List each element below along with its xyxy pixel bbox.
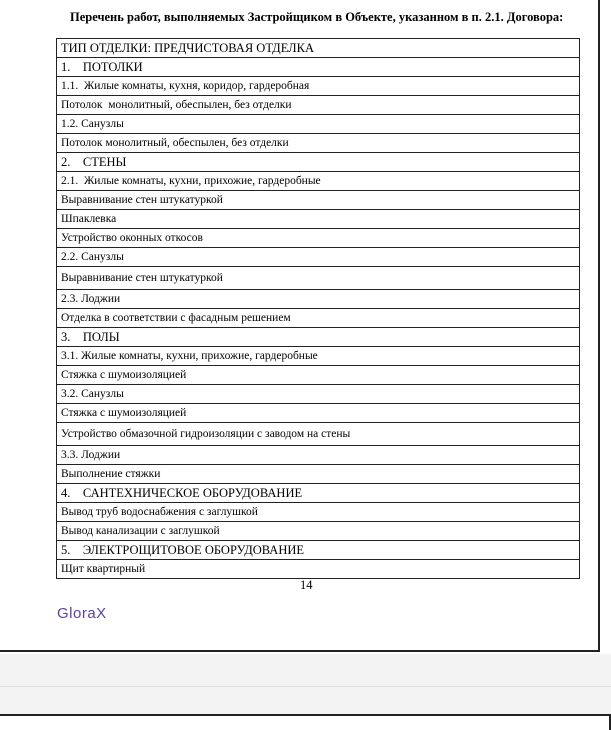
table-row	[57, 309, 580, 328]
table-cell: 2.1. Жилые комнаты, кухни, прихожие, гардеробные	[57, 172, 580, 191]
page-heading: Перечень работ, выполняемых Застройщиком в Объекте, указанном в п. 2.1. Договора:	[70, 10, 564, 24]
table-cell: 2. СТЕНЫ	[57, 153, 580, 172]
table-cell: 5. ЭЛЕКТРОЩИТОВОЕ ОБОРУДОВАНИЕ	[57, 541, 580, 560]
page-gap	[0, 654, 611, 714]
table-row	[57, 560, 580, 579]
table-row	[57, 366, 580, 385]
table-row	[57, 191, 580, 210]
table-cell: Потолок монолитный, обеспылен, без отделки	[57, 96, 580, 115]
table-cell: Отделка в соответствии с фасадным решением	[57, 309, 580, 328]
table-row	[57, 134, 580, 153]
table-cell: Стяжка с шумоизоляцией	[57, 404, 580, 423]
table-cell: 1.1. Жилые комнаты, кухня, коридор, гардеробная	[57, 77, 580, 96]
page-number: 14	[300, 578, 313, 592]
table-row	[57, 267, 580, 290]
table-row	[57, 385, 580, 404]
table-cell: ТИП ОТДЕЛКИ: ПРЕДЧИСТОВАЯ ОТДЕЛКА	[57, 39, 580, 58]
table-row	[57, 541, 580, 560]
table-row	[57, 115, 580, 134]
table-row	[57, 229, 580, 248]
table-cell: Устройство обмазочной гидроизоляции с заводом на стены	[57, 423, 580, 446]
table-cell: Выполнение стяжки	[57, 465, 580, 484]
table-row	[57, 423, 580, 446]
table-cell: 3.3. Лоджии	[57, 446, 580, 465]
works-table	[56, 38, 580, 579]
table-cell: Выравнивание стен штукатуркой	[57, 191, 580, 210]
table-row	[57, 404, 580, 423]
next-page-edge	[0, 714, 611, 730]
table-cell: Выравнивание стен штукатуркой	[57, 267, 580, 290]
table-row	[57, 446, 580, 465]
table-cell: Щит квартирный	[57, 560, 580, 579]
table-cell: Потолок монолитный, обеспылен, без отделки	[57, 134, 580, 153]
table-row	[57, 39, 580, 58]
table-cell: 3.2. Санузлы	[57, 385, 580, 404]
table-cell: Вывод канализации с заглушкой	[57, 522, 580, 541]
table-row	[57, 290, 580, 309]
table-cell: 4. САНТЕХНИЧЕСКОЕ ОБОРУДОВАНИЕ	[57, 484, 580, 503]
table-cell: 1. ПОТОЛКИ	[57, 58, 580, 77]
table-cell: 3. ПОЛЫ	[57, 328, 580, 347]
table-row	[57, 465, 580, 484]
table-row	[57, 172, 580, 191]
table-cell: 2.3. Лоджии	[57, 290, 580, 309]
table-row	[57, 503, 580, 522]
glorax-logo: GloraX	[57, 605, 107, 622]
table-row	[57, 248, 580, 267]
divider	[0, 686, 611, 687]
table-cell: Шпаклевка	[57, 210, 580, 229]
table-row	[57, 328, 580, 347]
table-row	[57, 153, 580, 172]
table-cell: 3.1. Жилые комнаты, кухни, прихожие, гардеробные	[57, 347, 580, 366]
table-row	[57, 58, 580, 77]
table-row	[57, 484, 580, 503]
table-row	[57, 96, 580, 115]
table-cell: Устройство оконных откосов	[57, 229, 580, 248]
table-row	[57, 347, 580, 366]
table-cell: Стяжка с шумоизоляцией	[57, 366, 580, 385]
table-row	[57, 210, 580, 229]
table-cell: Вывод труб водоснабжения с заглушкой	[57, 503, 580, 522]
table-cell: 1.2. Санузлы	[57, 115, 580, 134]
table-row	[57, 522, 580, 541]
table-row	[57, 77, 580, 96]
table-cell: 2.2. Санузлы	[57, 248, 580, 267]
